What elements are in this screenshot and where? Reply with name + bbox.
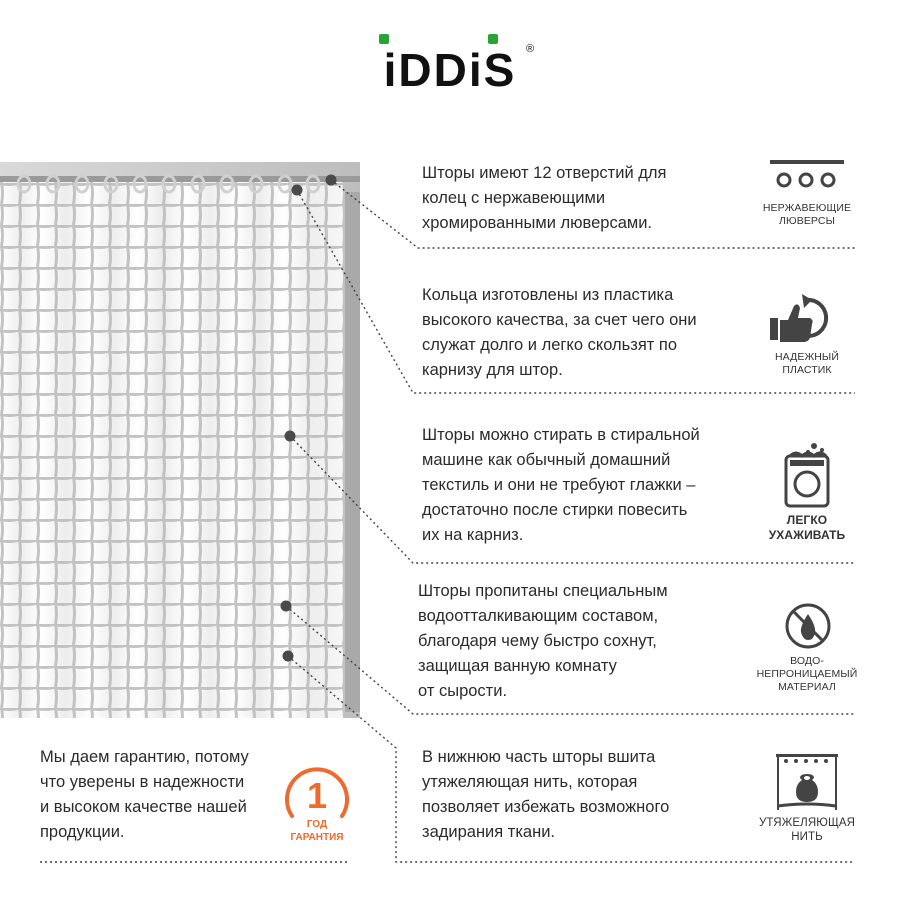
weighted-curtain-icon xyxy=(774,752,840,812)
logo-text: iDDiS xyxy=(383,44,517,92)
grommets-icon xyxy=(768,158,846,198)
one-year-guarantee-badge xyxy=(278,760,356,848)
iddis-logo xyxy=(0,22,900,92)
no-water-drop-icon xyxy=(784,602,832,650)
feature-3-text: Шторы можно стирать в стиральной машине как обычный домашний текстиль и они не требуют глажки – достаточно после стирки повесить их на карниз. xyxy=(422,426,700,544)
logo-dot-1 xyxy=(379,34,389,44)
feature-2-text: Кольца изготовлены из пластика высокого качества, за счет чего они служат долго и легко скользят по карнизу для штор. xyxy=(422,286,697,379)
logo-registered-mark: ® xyxy=(526,43,535,55)
waterproof-label: ВОДО- НЕПРОНИЦАЕМЫЙ МАТЕРИАЛ xyxy=(756,655,858,693)
badge-year: ГОД xyxy=(306,819,328,830)
feature-1-text: Шторы имеют 12 отверстий для колец с нержавеющими хромированными люверсами. xyxy=(422,164,667,232)
care-label: ЛЕГКО УХАЖИВАТЬ xyxy=(768,513,846,542)
shower-curtain-photo xyxy=(0,162,360,718)
grommets-label: НЕРЖАВЕЮЩИЕ ЛЮВЕРСЫ xyxy=(762,202,852,227)
guarantee-text: Мы даем гарантию, потому что уверены в надежности и высоком качестве нашей продукции. xyxy=(40,748,249,841)
plastic-label: НАДЕЖНЫЙ ПЛАСТИК xyxy=(775,351,839,376)
curtain-fabric xyxy=(0,182,345,718)
logo-dot-2 xyxy=(488,34,498,44)
washing-machine-icon xyxy=(780,440,834,510)
badge-guarantee: ГАРАНТИЯ xyxy=(290,832,344,843)
weighted-thread-label: УТЯЖЕЛЯЮЩАЯ НИТЬ xyxy=(759,817,855,843)
feature-4-text: Шторы пропитаны специальным водоотталкивающим составом, благодаря чему быстро сохнут, защищая ванную комнату от сырости. xyxy=(418,582,668,700)
badge-number: 1 xyxy=(306,775,328,816)
thumbs-up-recycle-icon xyxy=(766,292,850,346)
feature-5-text: В нижнюю часть шторы вшита утяжеляющая нить, которая позволяет избежать возможного задирания ткани. xyxy=(422,748,670,841)
